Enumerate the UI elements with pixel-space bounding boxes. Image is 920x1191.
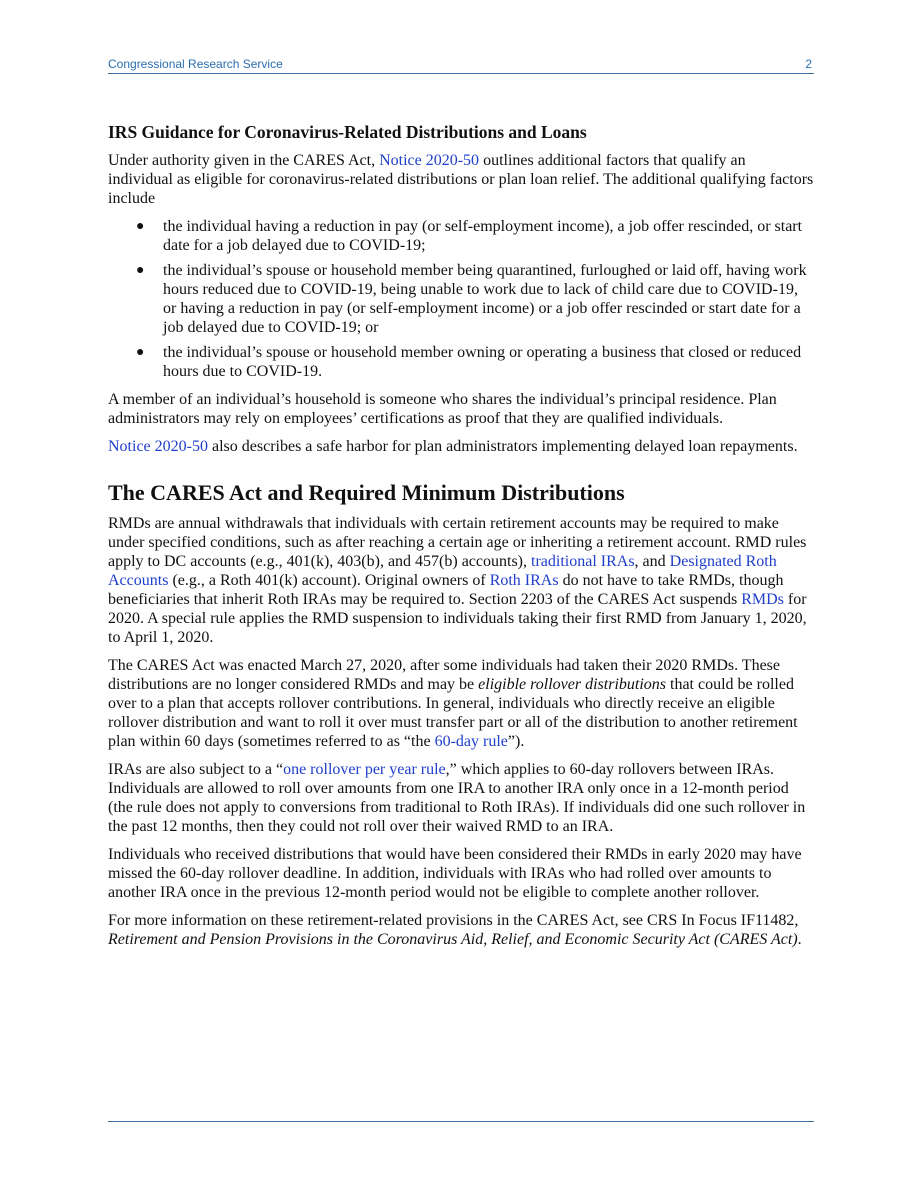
- roth-iras-link[interactable]: Roth IRAs: [489, 572, 559, 589]
- list-item-text: the individual having a reduction in pay (or self-employment income), a job offer rescinded, or start date for a job delayed due to COVID-19;: [163, 218, 803, 254]
- rmds-link[interactable]: RMDs: [741, 591, 784, 608]
- paragraph: [108, 514, 814, 647]
- emphasis: eligible rollover distributions: [478, 676, 666, 693]
- bullet-icon: ●: [136, 263, 145, 278]
- list-item: [108, 217, 814, 255]
- paragraph: [108, 151, 814, 208]
- paragraph: [108, 656, 814, 751]
- page-header: [108, 57, 814, 74]
- list-item-text: the individual’s spouse or household member owning or operating a business that closed or reduced hours due to COVID-19.: [163, 344, 802, 380]
- qualifying-factors-list: [108, 217, 814, 381]
- 60-day-rule-link[interactable]: 60-day rule: [434, 733, 508, 750]
- text: For more information on these retirement-related provisions in the CARES Act, see CRS In Focus IF11482,: [108, 912, 799, 929]
- text: Under authority given in the CARES Act,: [108, 152, 380, 169]
- one-rollover-per-year-link[interactable]: one rollover per year rule: [283, 761, 446, 778]
- header-organization: Congressional Research Service: [108, 57, 283, 71]
- paragraph: [108, 911, 814, 949]
- section-heading-rmds: The CARES Act and Required Minimum Distributions: [108, 480, 625, 505]
- notice-2020-50-link[interactable]: Notice 2020-50: [108, 438, 208, 455]
- text: that could be rolled over to a plan that accepts rollover contributions. In general, individuals who directly receive an eligible rollover distribution and want to roll it over must transfer part or all of the distribution to another retirement plan within 60 days (sometimes referred to as “the: [108, 676, 798, 750]
- text: , and: [634, 553, 670, 570]
- text: do not have to take RMDs, though beneficiaries that inherit Roth IRAs may be required to. Section 2203 of the CARES Act suspends: [108, 572, 784, 608]
- section-heading-irs-guidance: IRS Guidance for Coronavirus-Related Distributions and Loans: [108, 122, 587, 142]
- text: RMDs are annual withdrawals that individuals with certain retirement accounts may be required to make under specified conditions, such as after reaching a certain age or inheriting a retirement account. RMD rules apply to DC accounts (e.g., 401(k), 403(b), and 457(b) accounts),: [108, 515, 807, 570]
- text: (e.g., a Roth 401(k) account). Original owners of: [168, 572, 490, 589]
- list-item: [108, 261, 814, 337]
- text: .: [797, 931, 802, 948]
- page-number: 2: [805, 57, 812, 71]
- designated-roth-accounts-link[interactable]: Designated Roth Accounts: [108, 553, 777, 589]
- text: The CARES Act was enacted March 27, 2020, after some individuals had taken their 2020 RMDs. These distributions are no longer considered RMDs and may be: [108, 657, 781, 693]
- notice-2020-50-link[interactable]: Notice 2020-50: [379, 152, 480, 169]
- list-item-text: the individual’s spouse or household member being quarantined, furloughed or laid off, having work hours reduced due to COVID-19, being unable to work due to lack of child care due to COVID-19, or having a reduction in pay (or self-employment income) or a job offer rescinded or start date for a job delayed due to COVID-19; or: [163, 262, 807, 336]
- text: for 2020. A special rule applies the RMD suspension to individuals taking their first RMD from January 1, 2020, to April 1, 2020.: [108, 591, 807, 646]
- text: ,” which applies to 60-day rollovers between IRAs. Individuals are allowed to roll over amounts from one IRA to another IRA only once in a 12-month period (the rule does not apply to conversions from traditional to Roth IRAs). If individuals did one such rollover in the past 12 months, then they could not roll over their waived RMD to an IRA.: [108, 761, 806, 835]
- text: outlines additional factors that qualify an individual as eligible for coronavirus-related distributions or plan loan relief. The additional qualifying factors include: [108, 152, 814, 207]
- list-item: [108, 343, 814, 381]
- document-body: [108, 121, 814, 958]
- paragraph: A member of an individual’s household is someone who shares the individual’s principal residence. Plan administrators may rely on employees’ certifications as proof that they are qualified individuals.: [108, 391, 777, 427]
- paragraph: [108, 437, 814, 456]
- bullet-icon: ●: [136, 345, 145, 360]
- report-title: Retirement and Pension Provisions in the Coronavirus Aid, Relief, and Economic Security Act (CARES Act): [108, 931, 798, 948]
- bullet-icon: ●: [136, 219, 145, 234]
- paragraph: [108, 760, 814, 836]
- text: also describes a safe harbor for plan administrators implementing delayed loan repayments.: [207, 438, 798, 455]
- traditional-iras-link[interactable]: traditional IRAs: [531, 553, 635, 570]
- text: IRAs are also subject to a “: [108, 761, 284, 778]
- text: ”).: [507, 733, 525, 750]
- footer-divider: [108, 1121, 814, 1122]
- paragraph: Individuals who received distributions that would have been considered their RMDs in early 2020 may have missed the 60-day rollover deadline. In addition, individuals with IRAs who had rolled over amounts to another IRA once in the previous 12-month period would not be eligible to complete another rollover.: [108, 846, 802, 901]
